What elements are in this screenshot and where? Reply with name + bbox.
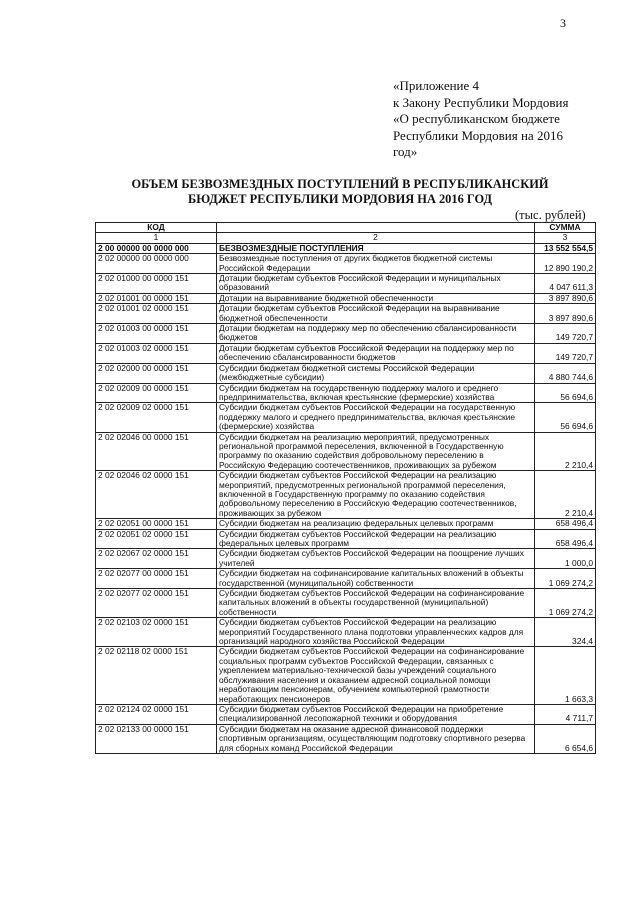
table-row (96, 304, 596, 324)
name-cell: Субсидии бюджетам на реализацию мероприятий, предусмотренных региональной программой переселения, включенной в Государственную программу по оказанию содействия добровольному переселению в Российскую Федерацию соотечественников, проживающих за рубежом (217, 432, 535, 471)
code-cell: 2 02 02046 00 0000 151 (96, 432, 217, 471)
table-row (96, 403, 596, 432)
revenue-table (95, 222, 596, 754)
code-cell: 2 02 02103 02 0000 151 (96, 618, 217, 647)
amount-cell: 1 069 274,2 (535, 569, 596, 589)
name-cell: Дотации бюджетам субъектов Российской Федерации и муниципальных образований (217, 274, 535, 294)
code-cell: 2 02 00000 00 0000 000 (96, 254, 217, 274)
amount-cell: 324,4 (535, 618, 596, 647)
name-cell: Субсидии бюджетам субъектов Российской Федерации на софинансирование капитальных вложений в объекты государственной (муниципальной) собственности (217, 589, 535, 618)
code-cell: 2 02 02009 02 0000 151 (96, 403, 217, 432)
appendix-line: к Закону Республики Мордовия (393, 94, 569, 110)
appendix-line: «Приложение 4 (393, 78, 480, 93)
header-code: КОД (96, 223, 217, 233)
table-row (96, 343, 596, 363)
code-cell: 2 02 02051 02 0000 151 (96, 529, 217, 549)
table-row (96, 293, 596, 303)
table-row (96, 704, 596, 724)
name-cell: Субсидии бюджетам субъектов Российской Федерации на реализацию мероприятий, предусмотренных региональной программой переселения, включенной в Государственную программу по оказанию содействия добровольному переселению в Российскую Федерацию соотечественников, проживающих за рубежом (217, 471, 535, 519)
appendix-line: год» (393, 144, 418, 159)
amount-cell: 149 720,7 (535, 343, 596, 363)
document-title-line: ОБЪЕМ БЕЗВОЗМЕЗДНЫХ ПОСТУПЛЕНИЙ В РЕСПУБЛИКАНСКИЙ (131, 177, 549, 191)
table-row (96, 529, 596, 549)
code-cell: 2 02 02009 00 0000 151 (96, 383, 217, 403)
code-cell: 2 02 02133 00 0000 151 (96, 724, 217, 753)
name-cell: Безвозмездные поступления от других бюджетов бюджетной системы Российской Федерации (217, 254, 535, 274)
code-cell: 2 02 01000 00 0000 151 (96, 274, 217, 294)
amount-cell: 3 897 890,6 (535, 293, 596, 303)
table-row (96, 647, 596, 704)
column-number-row (96, 233, 596, 243)
table-row (96, 383, 596, 403)
amount-cell: 6 654,6 (535, 724, 596, 753)
table-row (96, 243, 596, 253)
name-cell: Субсидии бюджетам на оказание адресной финансовой поддержки спортивным организациям, осуществляющим подготовку спортивного резерва для сборных команд Российской Федерации (217, 724, 535, 753)
column-number: 2 (217, 233, 535, 243)
page-number: 3 (560, 16, 566, 30)
amount-cell: 1 069 274,2 (535, 589, 596, 618)
name-cell: Субсидии бюджетам на государственную поддержку малого и среднего предпринимательства, включая крестьянские (фермерские) хозяйства (217, 383, 535, 403)
table-row (96, 589, 596, 618)
name-cell: Субсидии бюджетам субъектов Российской Федерации на поощрение лучших учителей (217, 549, 535, 569)
code-cell: 2 02 02077 02 0000 151 (96, 589, 217, 618)
amount-cell: 13 552 554,5 (535, 243, 596, 253)
table-row (96, 549, 596, 569)
document-title (100, 177, 580, 207)
code-cell: 2 02 02077 00 0000 151 (96, 569, 217, 589)
amount-cell: 658 496,4 (535, 529, 596, 549)
name-cell: Субсидии бюджетам на софинансирование капитальных вложений в объекты государственной (муниципальной) собственности (217, 569, 535, 589)
amount-cell: 1 000,0 (535, 549, 596, 569)
amount-cell: 149 720,7 (535, 324, 596, 344)
code-cell: 2 02 02046 02 0000 151 (96, 471, 217, 519)
appendix-line: «О республиканском бюджете (393, 111, 560, 126)
name-cell: Субсидии бюджетам субъектов Российской Федерации на реализацию федеральных целевых программ (217, 529, 535, 549)
table-body (96, 223, 596, 754)
name-cell: Дотации бюджетам субъектов Российской Федерации на выравнивание бюджетной обеспеченности (217, 304, 535, 324)
amount-cell: 12 890 190,2 (535, 254, 596, 274)
amount-cell: 2 210,4 (535, 471, 596, 519)
amount-cell: 56 694,6 (535, 403, 596, 432)
amount-cell: 3 897 890,6 (535, 304, 596, 324)
table-row (96, 254, 596, 274)
appendix-line: Республики Мордовия на 2016 (393, 127, 563, 143)
column-number: 3 (535, 233, 596, 243)
appendix-note (393, 78, 628, 161)
name-cell: Субсидии бюджетам на реализацию федеральных целевых программ (217, 519, 535, 529)
header-name (217, 223, 535, 233)
amount-cell: 4 047 611,3 (535, 274, 596, 294)
table-row (96, 569, 596, 589)
name-cell: БЕЗВОЗМЕЗДНЫЕ ПОСТУПЛЕНИЯ (217, 243, 535, 253)
document-title-line: БЮДЖЕТ РЕСПУБЛИКИ МОРДОВИЯ НА 2016 ГОД (188, 192, 492, 206)
code-cell: 2 02 02118 02 0000 151 (96, 647, 217, 704)
column-number: 1 (96, 233, 217, 243)
table-row (96, 471, 596, 519)
name-cell: Субсидии бюджетам субъектов Российской Федерации на софинансирование социальных программ субъектов Российской Федерации, связанных с укреплением материально-технической базы учреждений социального обслуживания населения и оказанием адресной социальной помощи неработающим пенсионерам, обучением компьютерной грамотности неработающих пенсионеров (217, 647, 535, 704)
name-cell: Дотации на выравнивание бюджетной обеспеченности (217, 293, 535, 303)
amount-cell: 658 496,4 (535, 519, 596, 529)
amount-cell: 1 663,3 (535, 647, 596, 704)
table-row (96, 618, 596, 647)
code-cell: 2 00 00000 00 0000 000 (96, 243, 217, 253)
code-cell: 2 02 02124 02 0000 151 (96, 704, 217, 724)
table-row (96, 363, 596, 383)
name-cell: Дотации бюджетам на поддержку мер по обеспечению сбалансированности бюджетов (217, 324, 535, 344)
code-cell: 2 02 01001 02 0000 151 (96, 304, 217, 324)
unit-label: (тыс. рублей) (515, 208, 586, 222)
table-row (96, 519, 596, 529)
amount-cell: 56 694,6 (535, 383, 596, 403)
name-cell: Субсидии бюджетам бюджетной системы Российской Федерации (межбюджетные субсидии) (217, 363, 535, 383)
code-cell: 2 02 01001 00 0000 151 (96, 293, 217, 303)
name-cell: Субсидии бюджетам субъектов Российской Федерации на государственную поддержку малого и среднего предпринимательства, включая крестьянские (фермерские) хозяйства (217, 403, 535, 432)
table-row (96, 432, 596, 471)
name-cell: Субсидии бюджетам субъектов Российской Федерации на приобретение специализированной лесопожарной техники и оборудования (217, 704, 535, 724)
table-row (96, 324, 596, 344)
code-cell: 2 02 01003 02 0000 151 (96, 343, 217, 363)
name-cell: Дотации бюджетам субъектов Российской Федерации на поддержку мер по обеспечению сбалансированности бюджетов (217, 343, 535, 363)
amount-cell: 2 210,4 (535, 432, 596, 471)
code-cell: 2 02 02051 00 0000 151 (96, 519, 217, 529)
code-cell: 2 02 02067 02 0000 151 (96, 549, 217, 569)
header-amount: СУММА (535, 223, 596, 233)
amount-cell: 4 880 744,6 (535, 363, 596, 383)
table-header-row (96, 223, 596, 233)
code-cell: 2 02 01003 00 0000 151 (96, 324, 217, 344)
table-row (96, 724, 596, 753)
code-cell: 2 02 02000 00 0000 151 (96, 363, 217, 383)
amount-cell: 4 711,7 (535, 704, 596, 724)
name-cell: Субсидии бюджетам субъектов Российской Федерации на реализацию мероприятий Государственного плана подготовки управленческих кадров для организаций народного хозяйства Российской Федерации (217, 618, 535, 647)
table-row (96, 274, 596, 294)
